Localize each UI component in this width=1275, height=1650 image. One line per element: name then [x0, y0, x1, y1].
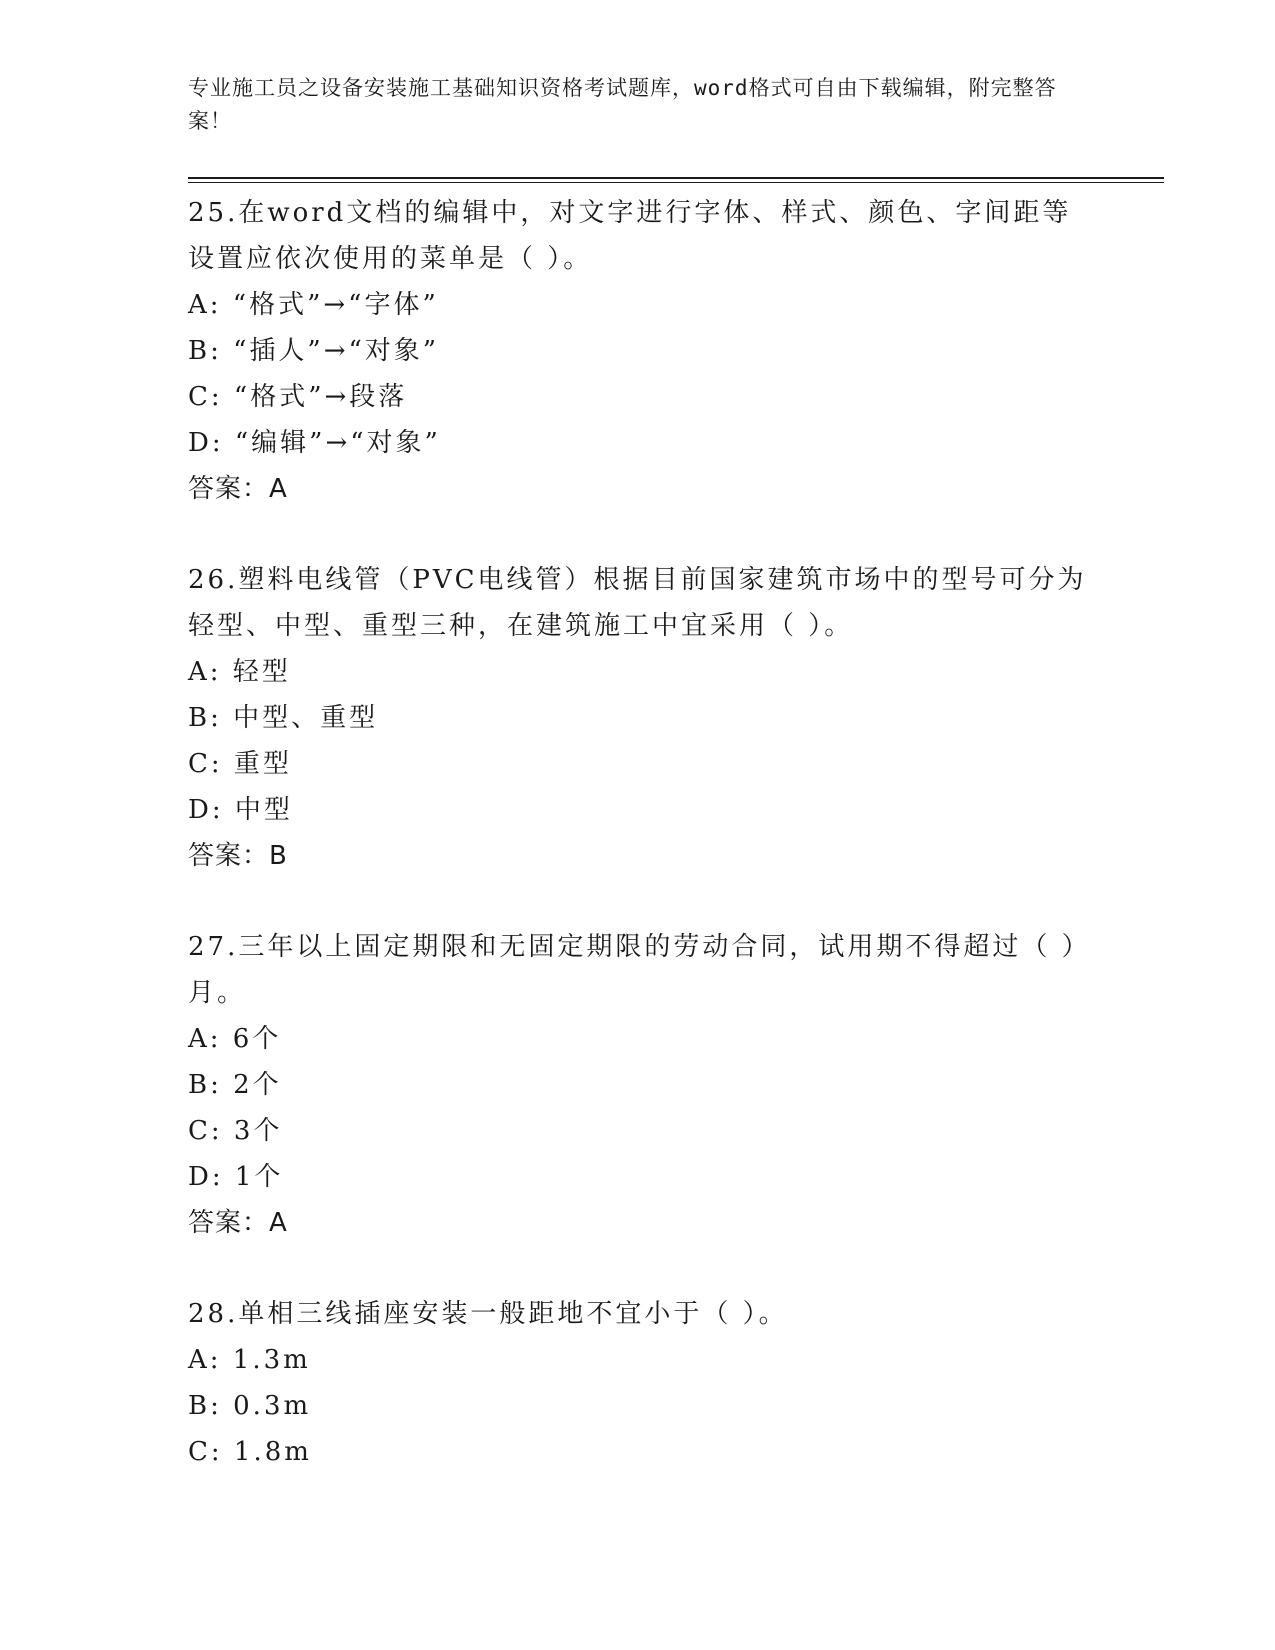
question-25 — [188, 190, 1088, 512]
header-divider-thin — [188, 182, 1164, 183]
document-header: 专业施工员之设备安装施工基础知识资格考试题库，word格式可自由下载编辑，附完整答案！ — [188, 76, 1057, 133]
option-b: B: “插人”→“对象” — [188, 336, 440, 366]
option-c: C: 重型 — [188, 749, 292, 779]
answer-line: 答案：A — [188, 474, 288, 504]
option-b: B: 中型、重型 — [188, 703, 379, 733]
question-list — [188, 190, 1088, 1520]
option-a: A: 1.3m — [188, 1345, 311, 1375]
option-a: A: 轻型 — [188, 657, 291, 687]
option-d: D: 中型 — [188, 795, 293, 825]
option-d: D: 1个 — [188, 1162, 284, 1192]
option-c: C: 1.8m — [188, 1437, 312, 1467]
option-b: B: 2个 — [188, 1070, 282, 1100]
question-stem: 28.单相三线插座安装一般距地不宜小于（ ）。 — [188, 1299, 788, 1329]
question-stem: 26.塑料电线管（PVC电线管）根据目前国家建筑市场中的型号可分为轻型、中型、重型三种，在建筑施工中宜采用（ ）。 — [188, 565, 1087, 641]
option-c: C: “格式”→段落 — [188, 382, 408, 412]
question-27 — [188, 924, 1088, 1246]
option-a: A: 6个 — [188, 1024, 282, 1054]
option-d: D: “编辑”→“对象” — [188, 428, 441, 458]
question-28 — [188, 1291, 1088, 1475]
answer-line: 答案：A — [188, 1208, 288, 1238]
question-stem: 27.三年以上固定期限和无固定期限的劳动合同，试用期不得超过（ ）月。 — [188, 932, 1078, 1008]
question-26 — [188, 557, 1088, 879]
option-b: B: 0.3m — [188, 1391, 312, 1421]
question-stem: 25.在word文档的编辑中，对文字进行字体、样式、颜色、字间距等设置应依次使用的菜单是（ ）。 — [188, 198, 1072, 274]
option-a: A: “格式”→“字体” — [188, 290, 439, 320]
header-divider-thick — [188, 177, 1164, 179]
option-c: C: 3个 — [188, 1116, 283, 1146]
answer-line: 答案：B — [188, 841, 288, 871]
